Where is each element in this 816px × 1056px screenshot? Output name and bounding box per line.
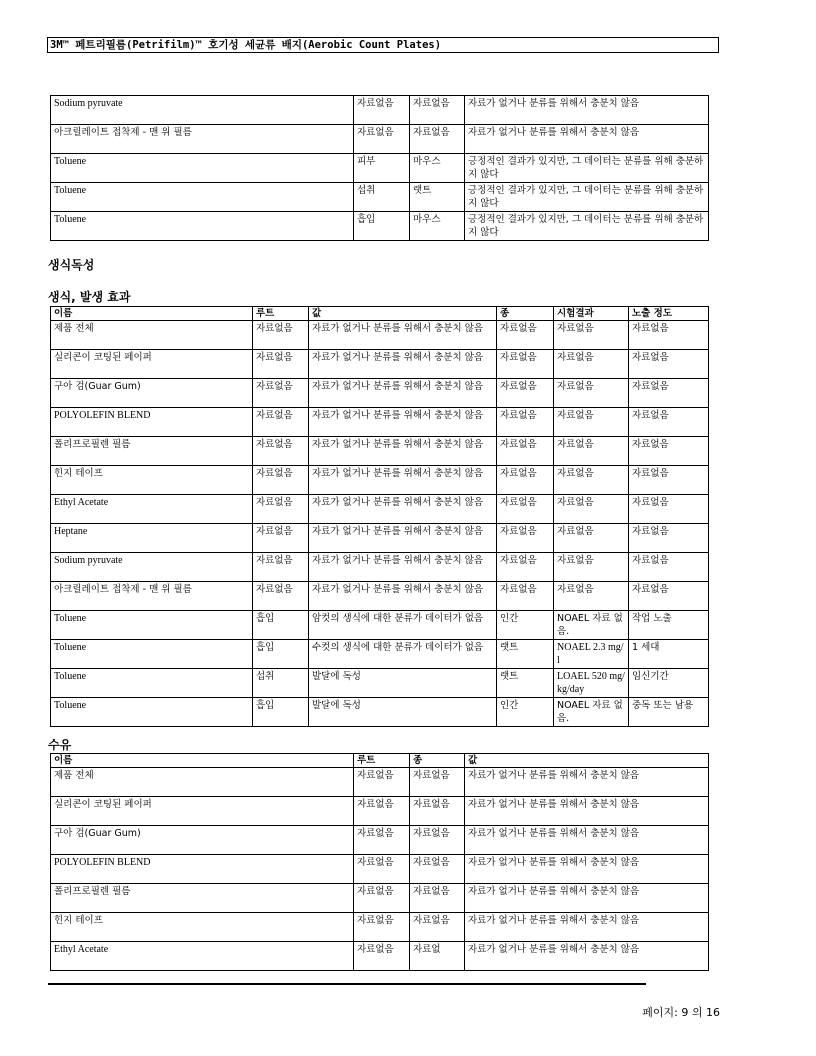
table-cell: 자료없음 bbox=[629, 495, 709, 524]
table-cell: 힌지 테이프 bbox=[51, 913, 354, 942]
table-row bbox=[51, 768, 709, 797]
table-cell: 흡입 bbox=[253, 640, 309, 669]
table-cell: 자료없음 bbox=[629, 321, 709, 350]
table-cell: 긍정적인 결과가 있지만, 그 데이터는 분류를 위해 충분하지 않다 bbox=[465, 183, 709, 212]
table-row bbox=[51, 408, 709, 437]
table-row bbox=[51, 826, 709, 855]
table-cell: 자료없음 bbox=[554, 350, 629, 379]
column-header: 시험결과 bbox=[554, 307, 629, 321]
table-row bbox=[51, 154, 709, 183]
table-cell: 자료없음 bbox=[354, 826, 410, 855]
table-cell: 자료없음 bbox=[253, 495, 309, 524]
table-cell: 자료없음 bbox=[410, 96, 465, 125]
table-cell: 자료없음 bbox=[410, 125, 465, 154]
table-row bbox=[51, 698, 709, 727]
table-cell: NOAEL 자료 없음. bbox=[554, 611, 629, 640]
table-cell: 자료없음 bbox=[354, 855, 410, 884]
table-cell: Toluene bbox=[51, 669, 253, 698]
table-row bbox=[51, 640, 709, 669]
table-cell: 중독 또는 남용 bbox=[629, 698, 709, 727]
table-cell: 자료없음 bbox=[497, 495, 554, 524]
table-cell: NOAEL 2.3 mg/l bbox=[554, 640, 629, 669]
table-cell: 랫트 bbox=[497, 669, 554, 698]
table-cell: Sodium pyruvate bbox=[51, 553, 253, 582]
lactation-table bbox=[50, 753, 709, 971]
table-row bbox=[51, 553, 709, 582]
document-header: 3M™ 페트리필름(Petrifilm)™ 호기성 세균류 배지(Aerobic Count Plates) bbox=[47, 37, 719, 53]
table-cell: 발달에 독성 bbox=[309, 669, 497, 698]
table-cell: 자료없음 bbox=[354, 96, 410, 125]
table-cell: 자료가 없거나 분류를 위해서 충분치 않음 bbox=[465, 768, 709, 797]
table-cell: 자료없음 bbox=[253, 553, 309, 582]
table-cell: 자료가 없거나 분류를 위해서 충분치 않음 bbox=[309, 582, 497, 611]
table-cell: 자료없음 bbox=[629, 524, 709, 553]
table-cell: 마우스 bbox=[410, 212, 465, 241]
table-row bbox=[51, 350, 709, 379]
table-row bbox=[51, 582, 709, 611]
table-cell: 자료없음 bbox=[253, 408, 309, 437]
table-cell: 자료없음 bbox=[497, 379, 554, 408]
table-cell: 자료가 없거나 분류를 위해서 충분치 않음 bbox=[309, 321, 497, 350]
table-cell: 자료없음 bbox=[554, 553, 629, 582]
table-cell: 1 세대 bbox=[629, 640, 709, 669]
table-cell: 자료없음 bbox=[253, 379, 309, 408]
table-row bbox=[51, 942, 709, 971]
table-cell: 폴리프로필렌 필름 bbox=[51, 437, 253, 466]
table-cell: 자료없음 bbox=[629, 582, 709, 611]
table-cell: 자료가 없거나 분류를 위해서 충분치 않음 bbox=[465, 913, 709, 942]
table-cell: 자료가 없거나 분류를 위해서 충분치 않음 bbox=[465, 826, 709, 855]
column-header: 이름 bbox=[51, 754, 354, 768]
table-cell: 자료가 없거나 분류를 위해서 충분치 않음 bbox=[465, 855, 709, 884]
table-cell: 자료없음 bbox=[497, 466, 554, 495]
table-cell: 자료없음 bbox=[554, 582, 629, 611]
table-cell: 자료없 bbox=[410, 942, 465, 971]
table-cell: 발달에 독성 bbox=[309, 698, 497, 727]
table-cell: 자료없음 bbox=[554, 524, 629, 553]
table-cell: 인간 bbox=[497, 611, 554, 640]
table-cell: POLYOLEFIN BLEND bbox=[51, 408, 253, 437]
table-cell: 자료없음 bbox=[253, 350, 309, 379]
table-cell: 자료없음 bbox=[497, 350, 554, 379]
table-cell: 작업 노출 bbox=[629, 611, 709, 640]
table-cell: 자료없음 bbox=[354, 884, 410, 913]
table-cell: 긍정적인 결과가 있지만, 그 데이터는 분류를 위해 충분하지 않다 bbox=[465, 212, 709, 241]
table-row bbox=[51, 466, 709, 495]
table-cell: 자료가 없거나 분류를 위해서 충분치 않음 bbox=[309, 437, 497, 466]
table-cell: NOAEL 자료 없음. bbox=[554, 698, 629, 727]
table-cell: 힌지 테이프 bbox=[51, 466, 253, 495]
table-cell: 구아 검(Guar Gum) bbox=[51, 826, 354, 855]
table-row bbox=[51, 379, 709, 408]
table-cell: 아크릴레이트 접착제 - 맨 위 필름 bbox=[51, 125, 354, 154]
table-cell: 자료없음 bbox=[253, 321, 309, 350]
table-row bbox=[51, 212, 709, 241]
table-row bbox=[51, 96, 709, 125]
footer-divider bbox=[48, 983, 646, 985]
table-cell: 자료없음 bbox=[497, 321, 554, 350]
table-cell: 자료없음 bbox=[354, 768, 410, 797]
table-cell: 자료없음 bbox=[554, 437, 629, 466]
table-cell: 아크릴레이트 접착제 - 맨 위 필름 bbox=[51, 582, 253, 611]
table-row bbox=[51, 797, 709, 826]
column-header: 루트 bbox=[253, 307, 309, 321]
lactation-table-caption: 수유 bbox=[48, 738, 72, 752]
table-cell: 자료없음 bbox=[497, 437, 554, 466]
table-cell: 자료가 없거나 분류를 위해서 충분치 않음 bbox=[465, 125, 709, 154]
table-row bbox=[51, 183, 709, 212]
table-cell: 자료가 없거나 분류를 위해서 충분치 않음 bbox=[309, 466, 497, 495]
table-header-row bbox=[51, 307, 709, 321]
column-header: 값 bbox=[465, 754, 709, 768]
table-cell: 자료없음 bbox=[497, 582, 554, 611]
table-cell: 자료없음 bbox=[554, 408, 629, 437]
table-cell: 자료가 없거나 분류를 위해서 충분치 않음 bbox=[465, 96, 709, 125]
table-cell: Toluene bbox=[51, 611, 253, 640]
table-cell: 자료가 없거나 분류를 위해서 충분치 않음 bbox=[309, 553, 497, 582]
table-cell: 랫트 bbox=[497, 640, 554, 669]
column-header: 종 bbox=[410, 754, 465, 768]
repro-table-body bbox=[51, 321, 709, 727]
table-cell: 자료가 없거나 분류를 위해서 충분치 않음 bbox=[309, 350, 497, 379]
table-cell: 임신기간 bbox=[629, 669, 709, 698]
table-cell: LOAEL 520 mg/kg/day bbox=[554, 669, 629, 698]
table-cell: 섭취 bbox=[354, 183, 410, 212]
table-cell: 실리콘이 코팅된 페이퍼 bbox=[51, 350, 253, 379]
table-cell: 자료가 없거나 분류를 위해서 충분치 않음 bbox=[465, 797, 709, 826]
table-cell: 랫트 bbox=[410, 183, 465, 212]
table-cell: 자료없음 bbox=[629, 350, 709, 379]
table-row bbox=[51, 913, 709, 942]
table-cell: 자료없음 bbox=[354, 942, 410, 971]
table-row bbox=[51, 495, 709, 524]
table-row bbox=[51, 855, 709, 884]
table-cell: Toluene bbox=[51, 698, 253, 727]
table-header-row bbox=[51, 754, 709, 768]
table-cell: 자료없음 bbox=[629, 466, 709, 495]
table-cell: 자료가 없거나 분류를 위해서 충분치 않음 bbox=[309, 495, 497, 524]
column-header: 루트 bbox=[354, 754, 410, 768]
table-cell: 자료없음 bbox=[554, 466, 629, 495]
table-cell: 구아 검(Guar Gum) bbox=[51, 379, 253, 408]
table-cell: 제품 전체 bbox=[51, 768, 354, 797]
table-cell: 자료없음 bbox=[253, 524, 309, 553]
section-title-reproductive-toxicity: 생식독성 bbox=[48, 258, 95, 272]
column-header: 값 bbox=[309, 307, 497, 321]
table-cell: 섭취 bbox=[253, 669, 309, 698]
table-cell: 폴리프로필렌 필름 bbox=[51, 884, 354, 913]
reproductive-effects-table bbox=[50, 306, 709, 727]
table-cell: 제품 전체 bbox=[51, 321, 253, 350]
table-cell: 자료없음 bbox=[629, 379, 709, 408]
page-number: 페이지: 9 의 16 bbox=[642, 1006, 720, 1019]
table-cell: 마우스 bbox=[410, 154, 465, 183]
table-cell: 자료가 없거나 분류를 위해서 충분치 않음 bbox=[465, 942, 709, 971]
table-cell: 자료가 없거나 분류를 위해서 충분치 않음 bbox=[465, 884, 709, 913]
top-table-body bbox=[51, 96, 709, 241]
table-cell: 자료없음 bbox=[410, 797, 465, 826]
table-cell: 자료없음 bbox=[354, 797, 410, 826]
table-cell: 암컷의 생식에 대한 분류가 데이터가 없음 bbox=[309, 611, 497, 640]
table-cell: Toluene bbox=[51, 154, 354, 183]
table-cell: 흡입 bbox=[253, 698, 309, 727]
table-cell: 자료없음 bbox=[410, 884, 465, 913]
table-cell: Ethyl Acetate bbox=[51, 495, 253, 524]
table-cell: 자료없음 bbox=[253, 437, 309, 466]
table-row bbox=[51, 611, 709, 640]
table-cell: 자료없음 bbox=[554, 379, 629, 408]
lactation-table-body bbox=[51, 768, 709, 971]
column-header: 이름 bbox=[51, 307, 253, 321]
column-header: 종 bbox=[497, 307, 554, 321]
table-cell: 자료없음 bbox=[629, 553, 709, 582]
table-cell: 긍정적인 결과가 있지만, 그 데이터는 분류를 위해 충분하지 않다 bbox=[465, 154, 709, 183]
table-cell: 자료없음 bbox=[253, 466, 309, 495]
table-cell: 자료없음 bbox=[497, 408, 554, 437]
table-cell: POLYOLEFIN BLEND bbox=[51, 855, 354, 884]
column-header: 노출 정도 bbox=[629, 307, 709, 321]
table-row bbox=[51, 524, 709, 553]
table-cell: 자료없음 bbox=[554, 495, 629, 524]
table-cell: Sodium pyruvate bbox=[51, 96, 354, 125]
table-cell: 자료없음 bbox=[410, 913, 465, 942]
table-cell: 자료없음 bbox=[253, 582, 309, 611]
table-row bbox=[51, 125, 709, 154]
table-cell: 자료없음 bbox=[629, 437, 709, 466]
table-cell: 자료없음 bbox=[354, 913, 410, 942]
table-cell: Ethyl Acetate bbox=[51, 942, 354, 971]
table-cell: Toluene bbox=[51, 212, 354, 241]
table-cell: 실리콘이 코팅된 페이퍼 bbox=[51, 797, 354, 826]
top-toxicity-table bbox=[50, 95, 709, 241]
table-cell: 인간 bbox=[497, 698, 554, 727]
table-cell: Toluene bbox=[51, 640, 253, 669]
table-cell: 수컷의 생식에 대한 분류가 데이터가 없음 bbox=[309, 640, 497, 669]
table-cell: 자료없음 bbox=[497, 553, 554, 582]
table-cell: 피부 bbox=[354, 154, 410, 183]
table-cell: 자료없음 bbox=[410, 855, 465, 884]
table-cell: 자료없음 bbox=[410, 826, 465, 855]
table-cell: Toluene bbox=[51, 183, 354, 212]
table-row bbox=[51, 669, 709, 698]
table-row bbox=[51, 321, 709, 350]
table-cell: 흡입 bbox=[253, 611, 309, 640]
table-cell: 자료가 없거나 분류를 위해서 충분치 않음 bbox=[309, 524, 497, 553]
table-cell: 자료없음 bbox=[497, 524, 554, 553]
table-cell: 자료없음 bbox=[629, 408, 709, 437]
table-cell: 자료없음 bbox=[554, 321, 629, 350]
table-row bbox=[51, 437, 709, 466]
table-cell: Heptane bbox=[51, 524, 253, 553]
table-cell: 자료가 없거나 분류를 위해서 충분치 않음 bbox=[309, 408, 497, 437]
table-cell: 자료없음 bbox=[354, 125, 410, 154]
table-row bbox=[51, 884, 709, 913]
table-cell: 흡입 bbox=[354, 212, 410, 241]
repro-table-caption: 생식, 발생 효과 bbox=[48, 290, 131, 304]
table-cell: 자료가 없거나 분류를 위해서 충분치 않음 bbox=[309, 379, 497, 408]
table-cell: 자료없음 bbox=[410, 768, 465, 797]
